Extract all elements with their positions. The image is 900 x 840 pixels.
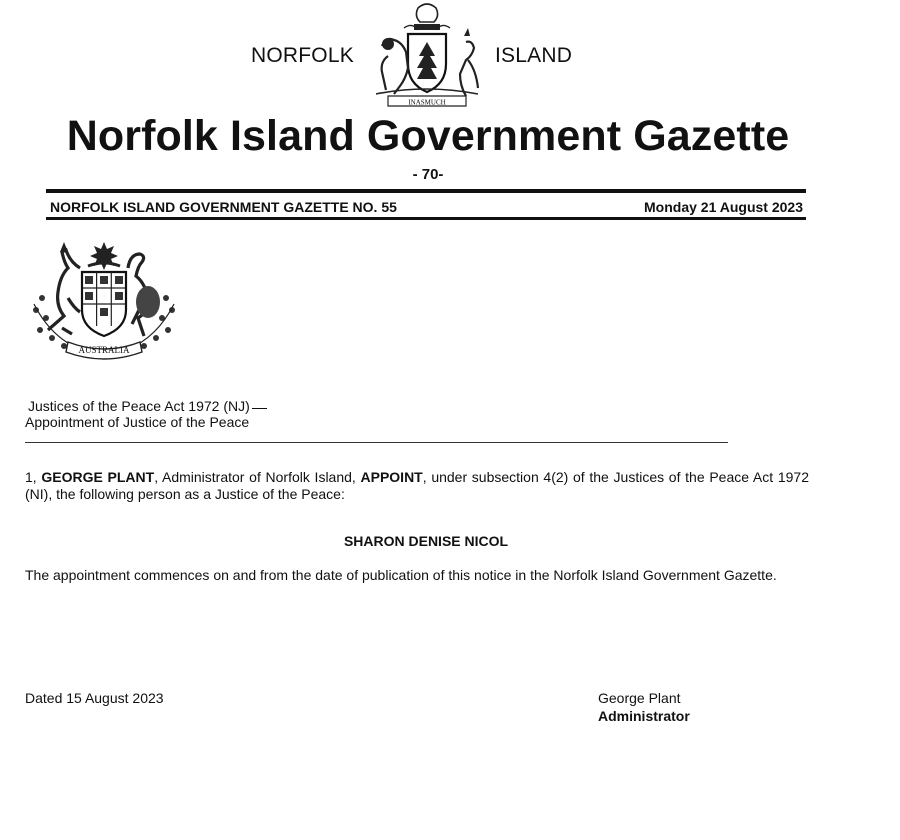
act-title — [28, 398, 267, 415]
para-rest: , under subsection 4(2) of the Justices of the Peace Act 1972 (NI), the following person as a Justice of the Peace: — [25, 469, 809, 502]
gazette-date: Monday 21 August 2023 — [644, 199, 803, 215]
act-title-text: Justices of the Peace Act 1972 (NJ) — [28, 398, 250, 414]
gazette-title: Norfolk Island Government Gazette — [66, 112, 790, 160]
appoint-verb: APPOINT — [360, 469, 423, 485]
gazette-number: NORFOLK ISLAND GOVERNMENT GAZETTE NO. 55 — [50, 199, 397, 215]
notice-subject: Appointment of Justice of the Peace — [25, 414, 250, 430]
header-norfolk-word: NORFOLK — [251, 44, 354, 67]
dated-line: Dated 15 August 2023 — [25, 690, 164, 706]
signatory-title: Administrator — [598, 708, 690, 724]
para-mid: , Administrator of Norfolk Island, — [154, 469, 361, 485]
signatory-name: George Plant — [598, 690, 681, 706]
act-title-dash — [252, 408, 267, 409]
commencement-paragraph: The appointment commences on and from the date of publication of this notice in the Norfolk Island Government Gazette. — [25, 567, 777, 583]
norfolk-island-crest-icon — [368, 2, 486, 110]
crest-motto: INASMUCH — [408, 98, 446, 107]
arms-scroll-text: AUSTRALIA — [78, 345, 130, 355]
header-island-word: ISLAND — [495, 44, 573, 67]
appointment-paragraph — [25, 469, 809, 503]
administrator-name: GEORGE PLANT — [41, 469, 155, 485]
commonwealth-coat-of-arms-icon — [24, 238, 184, 368]
para-prefix: 1, — [25, 469, 42, 485]
masthead-bottom-rule — [46, 217, 806, 220]
appointee-name: SHARON DENISE NICOL — [343, 533, 509, 549]
masthead-top-rule — [46, 189, 806, 193]
section-divider — [25, 442, 728, 443]
page-number: - 70- — [412, 166, 444, 183]
